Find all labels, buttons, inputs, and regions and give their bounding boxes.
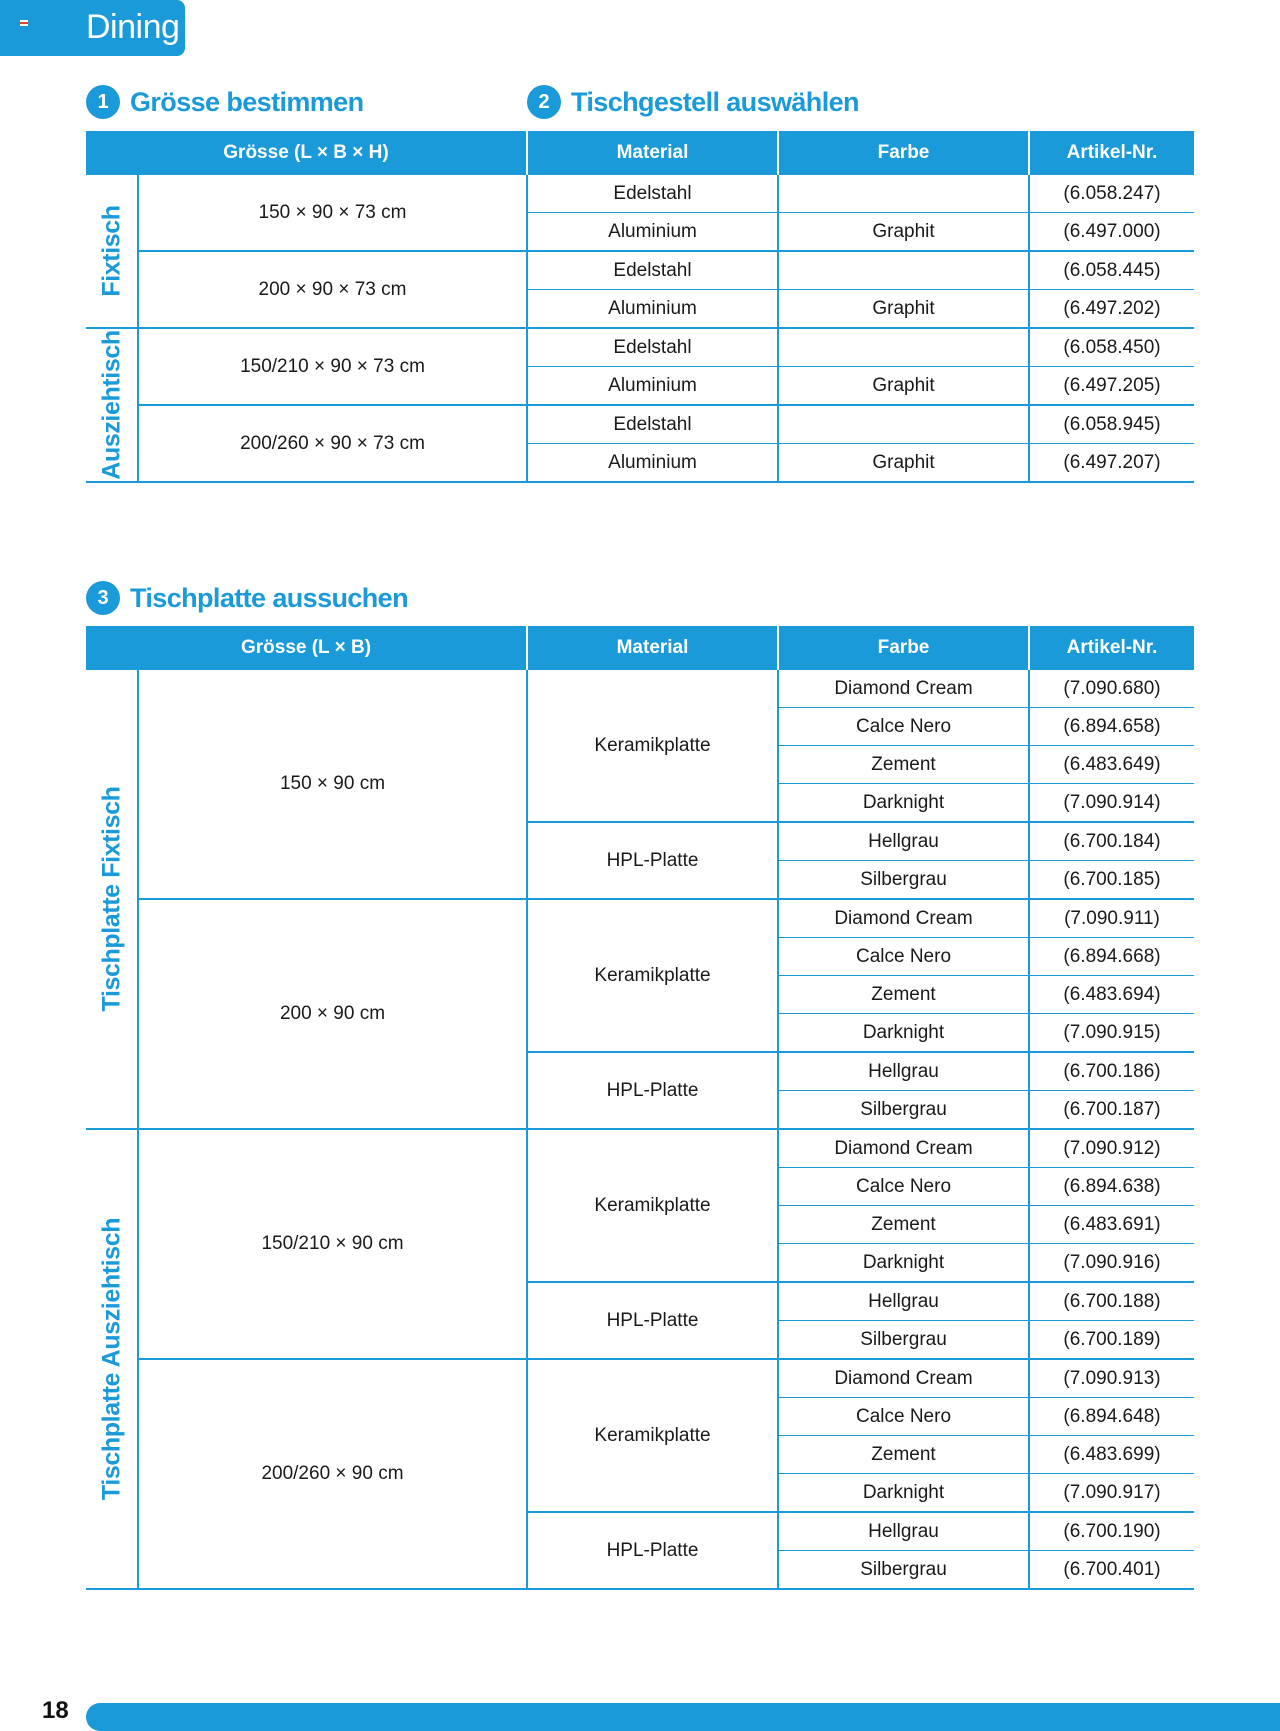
color-cell: Zement bbox=[778, 976, 1029, 1014]
section-tab bbox=[0, 0, 185, 56]
color-cell: Darknight bbox=[778, 1244, 1029, 1283]
color-cell: Zement bbox=[778, 746, 1029, 784]
section-1-heading bbox=[86, 82, 364, 122]
color-cell: Hellgrau bbox=[778, 1052, 1029, 1091]
article-cell: (6.497.205) bbox=[1029, 367, 1194, 406]
article-cell: (7.090.911) bbox=[1029, 899, 1194, 938]
color-cell: Zement bbox=[778, 1436, 1029, 1474]
material-cell: Edelstahl bbox=[527, 251, 778, 290]
color-cell: Hellgrau bbox=[778, 1512, 1029, 1551]
material-cell: Edelstahl bbox=[527, 328, 778, 367]
article-cell: (6.700.188) bbox=[1029, 1282, 1194, 1321]
color-cell: Graphit bbox=[778, 444, 1029, 483]
color-cell: Silbergrau bbox=[778, 1091, 1029, 1130]
section-2-title: Tischgestell auswählen bbox=[571, 86, 859, 117]
color-cell bbox=[778, 328, 1029, 367]
material-cell: HPL-Platte bbox=[527, 822, 778, 899]
article-cell: (7.090.913) bbox=[1029, 1359, 1194, 1398]
article-cell: (6.058.247) bbox=[1029, 175, 1194, 213]
header-article: Artikel-Nr. bbox=[1029, 131, 1194, 175]
color-cell: Darknight bbox=[778, 784, 1029, 823]
header-material: Material bbox=[527, 131, 778, 175]
header-color: Farbe bbox=[778, 626, 1029, 670]
article-cell: (6.894.668) bbox=[1029, 938, 1194, 976]
table-header-row bbox=[86, 131, 1194, 175]
group-label: Tischplatte Ausziehtisch bbox=[97, 1217, 125, 1501]
article-cell: (6.497.000) bbox=[1029, 213, 1194, 252]
step-number-2: 2 bbox=[527, 85, 561, 119]
color-cell: Darknight bbox=[778, 1474, 1029, 1513]
frame-table bbox=[86, 131, 1194, 483]
group-label-cell bbox=[86, 670, 138, 1129]
table-row bbox=[86, 175, 1194, 213]
group-label-cell bbox=[86, 328, 138, 482]
group-label: Ausziehtisch bbox=[97, 330, 125, 480]
color-cell: Graphit bbox=[778, 290, 1029, 329]
color-cell: Graphit bbox=[778, 367, 1029, 406]
article-cell: (6.058.450) bbox=[1029, 328, 1194, 367]
size-cell: 150 × 90 × 73 cm bbox=[138, 175, 527, 251]
color-cell: Diamond Cream bbox=[778, 899, 1029, 938]
article-cell: (6.058.945) bbox=[1029, 405, 1194, 444]
article-cell: (6.700.184) bbox=[1029, 822, 1194, 861]
table-row bbox=[86, 251, 1194, 290]
size-cell: 200 × 90 × 73 cm bbox=[138, 251, 527, 328]
article-cell: (7.090.917) bbox=[1029, 1474, 1194, 1513]
color-cell: Darknight bbox=[778, 1014, 1029, 1053]
tabletop-table bbox=[86, 626, 1194, 1590]
article-cell: (6.700.189) bbox=[1029, 1321, 1194, 1360]
color-cell: Silbergrau bbox=[778, 1321, 1029, 1360]
article-cell: (6.483.691) bbox=[1029, 1206, 1194, 1244]
section-2-heading bbox=[527, 82, 859, 122]
article-cell: (6.497.207) bbox=[1029, 444, 1194, 483]
color-cell: Calce Nero bbox=[778, 938, 1029, 976]
table-row bbox=[86, 328, 1194, 367]
color-cell: Zement bbox=[778, 1206, 1029, 1244]
material-cell: Keramikplatte bbox=[527, 1129, 778, 1282]
footer-bar bbox=[86, 1703, 1280, 1731]
article-cell: (6.497.202) bbox=[1029, 290, 1194, 329]
table-row bbox=[86, 670, 1194, 708]
color-cell: Silbergrau bbox=[778, 1551, 1029, 1590]
material-cell: HPL-Platte bbox=[527, 1052, 778, 1129]
group-label-cell bbox=[86, 175, 138, 328]
article-cell: (7.090.912) bbox=[1029, 1129, 1194, 1168]
article-cell: (7.090.680) bbox=[1029, 670, 1194, 708]
article-cell: (6.058.445) bbox=[1029, 251, 1194, 290]
color-cell: Hellgrau bbox=[778, 822, 1029, 861]
color-cell: Calce Nero bbox=[778, 1398, 1029, 1436]
article-cell: (6.483.649) bbox=[1029, 746, 1194, 784]
article-cell: (6.894.638) bbox=[1029, 1168, 1194, 1206]
size-cell: 200/260 × 90 × 73 cm bbox=[138, 405, 527, 482]
article-cell: (7.090.914) bbox=[1029, 784, 1194, 823]
header-size: Grösse (L × B) bbox=[86, 626, 527, 670]
color-cell: Silbergrau bbox=[778, 861, 1029, 900]
material-cell: HPL-Platte bbox=[527, 1282, 778, 1359]
material-cell: HPL-Platte bbox=[527, 1512, 778, 1589]
tab-title: Dining bbox=[86, 8, 180, 46]
table-row bbox=[86, 1129, 1194, 1168]
color-cell bbox=[778, 175, 1029, 213]
group-label-cell bbox=[86, 1129, 138, 1589]
material-cell: Edelstahl bbox=[527, 175, 778, 213]
size-cell: 150/210 × 90 × 73 cm bbox=[138, 328, 527, 405]
table-header-row bbox=[86, 626, 1194, 670]
article-cell: (6.700.186) bbox=[1029, 1052, 1194, 1091]
material-cell: Keramikplatte bbox=[527, 670, 778, 822]
color-cell: Diamond Cream bbox=[778, 1129, 1029, 1168]
article-cell: (6.700.190) bbox=[1029, 1512, 1194, 1551]
header-size: Grösse (L × B × H) bbox=[86, 131, 527, 175]
color-cell: Graphit bbox=[778, 213, 1029, 252]
group-label: Fixtisch bbox=[97, 205, 125, 297]
flag-icon bbox=[20, 20, 28, 26]
material-cell: Aluminium bbox=[527, 367, 778, 406]
color-cell: Diamond Cream bbox=[778, 1359, 1029, 1398]
size-cell: 150/210 × 90 cm bbox=[138, 1129, 527, 1359]
step-number-3: 3 bbox=[86, 581, 120, 615]
material-cell: Aluminium bbox=[527, 290, 778, 329]
table-row bbox=[86, 405, 1194, 444]
color-cell: Diamond Cream bbox=[778, 670, 1029, 708]
article-cell: (6.894.648) bbox=[1029, 1398, 1194, 1436]
article-cell: (6.700.401) bbox=[1029, 1551, 1194, 1590]
material-cell: Keramikplatte bbox=[527, 899, 778, 1052]
article-cell: (7.090.915) bbox=[1029, 1014, 1194, 1053]
material-cell: Aluminium bbox=[527, 213, 778, 252]
color-cell: Hellgrau bbox=[778, 1282, 1029, 1321]
table-row bbox=[86, 899, 1194, 938]
size-cell: 150 × 90 cm bbox=[138, 670, 527, 899]
article-cell: (6.483.699) bbox=[1029, 1436, 1194, 1474]
group-label: Tischplatte Fixtisch bbox=[97, 786, 125, 1012]
material-cell: Keramikplatte bbox=[527, 1359, 778, 1512]
color-cell bbox=[778, 251, 1029, 290]
table-row bbox=[86, 1359, 1194, 1398]
section-3-heading bbox=[86, 578, 408, 618]
color-cell: Calce Nero bbox=[778, 1168, 1029, 1206]
header-color: Farbe bbox=[778, 131, 1029, 175]
size-cell: 200 × 90 cm bbox=[138, 899, 527, 1129]
article-cell: (7.090.916) bbox=[1029, 1244, 1194, 1283]
page-number: 18 bbox=[42, 1697, 69, 1724]
step-number-1: 1 bbox=[86, 85, 120, 119]
header-article: Artikel-Nr. bbox=[1029, 626, 1194, 670]
size-cell: 200/260 × 90 cm bbox=[138, 1359, 527, 1589]
material-cell: Aluminium bbox=[527, 444, 778, 483]
color-cell bbox=[778, 405, 1029, 444]
header-material: Material bbox=[527, 626, 778, 670]
material-cell: Edelstahl bbox=[527, 405, 778, 444]
article-cell: (6.894.658) bbox=[1029, 708, 1194, 746]
section-3-title: Tischplatte aussuchen bbox=[130, 582, 408, 613]
article-cell: (6.483.694) bbox=[1029, 976, 1194, 1014]
article-cell: (6.700.187) bbox=[1029, 1091, 1194, 1130]
section-1-title: Grösse bestimmen bbox=[130, 86, 364, 117]
article-cell: (6.700.185) bbox=[1029, 861, 1194, 900]
color-cell: Calce Nero bbox=[778, 708, 1029, 746]
